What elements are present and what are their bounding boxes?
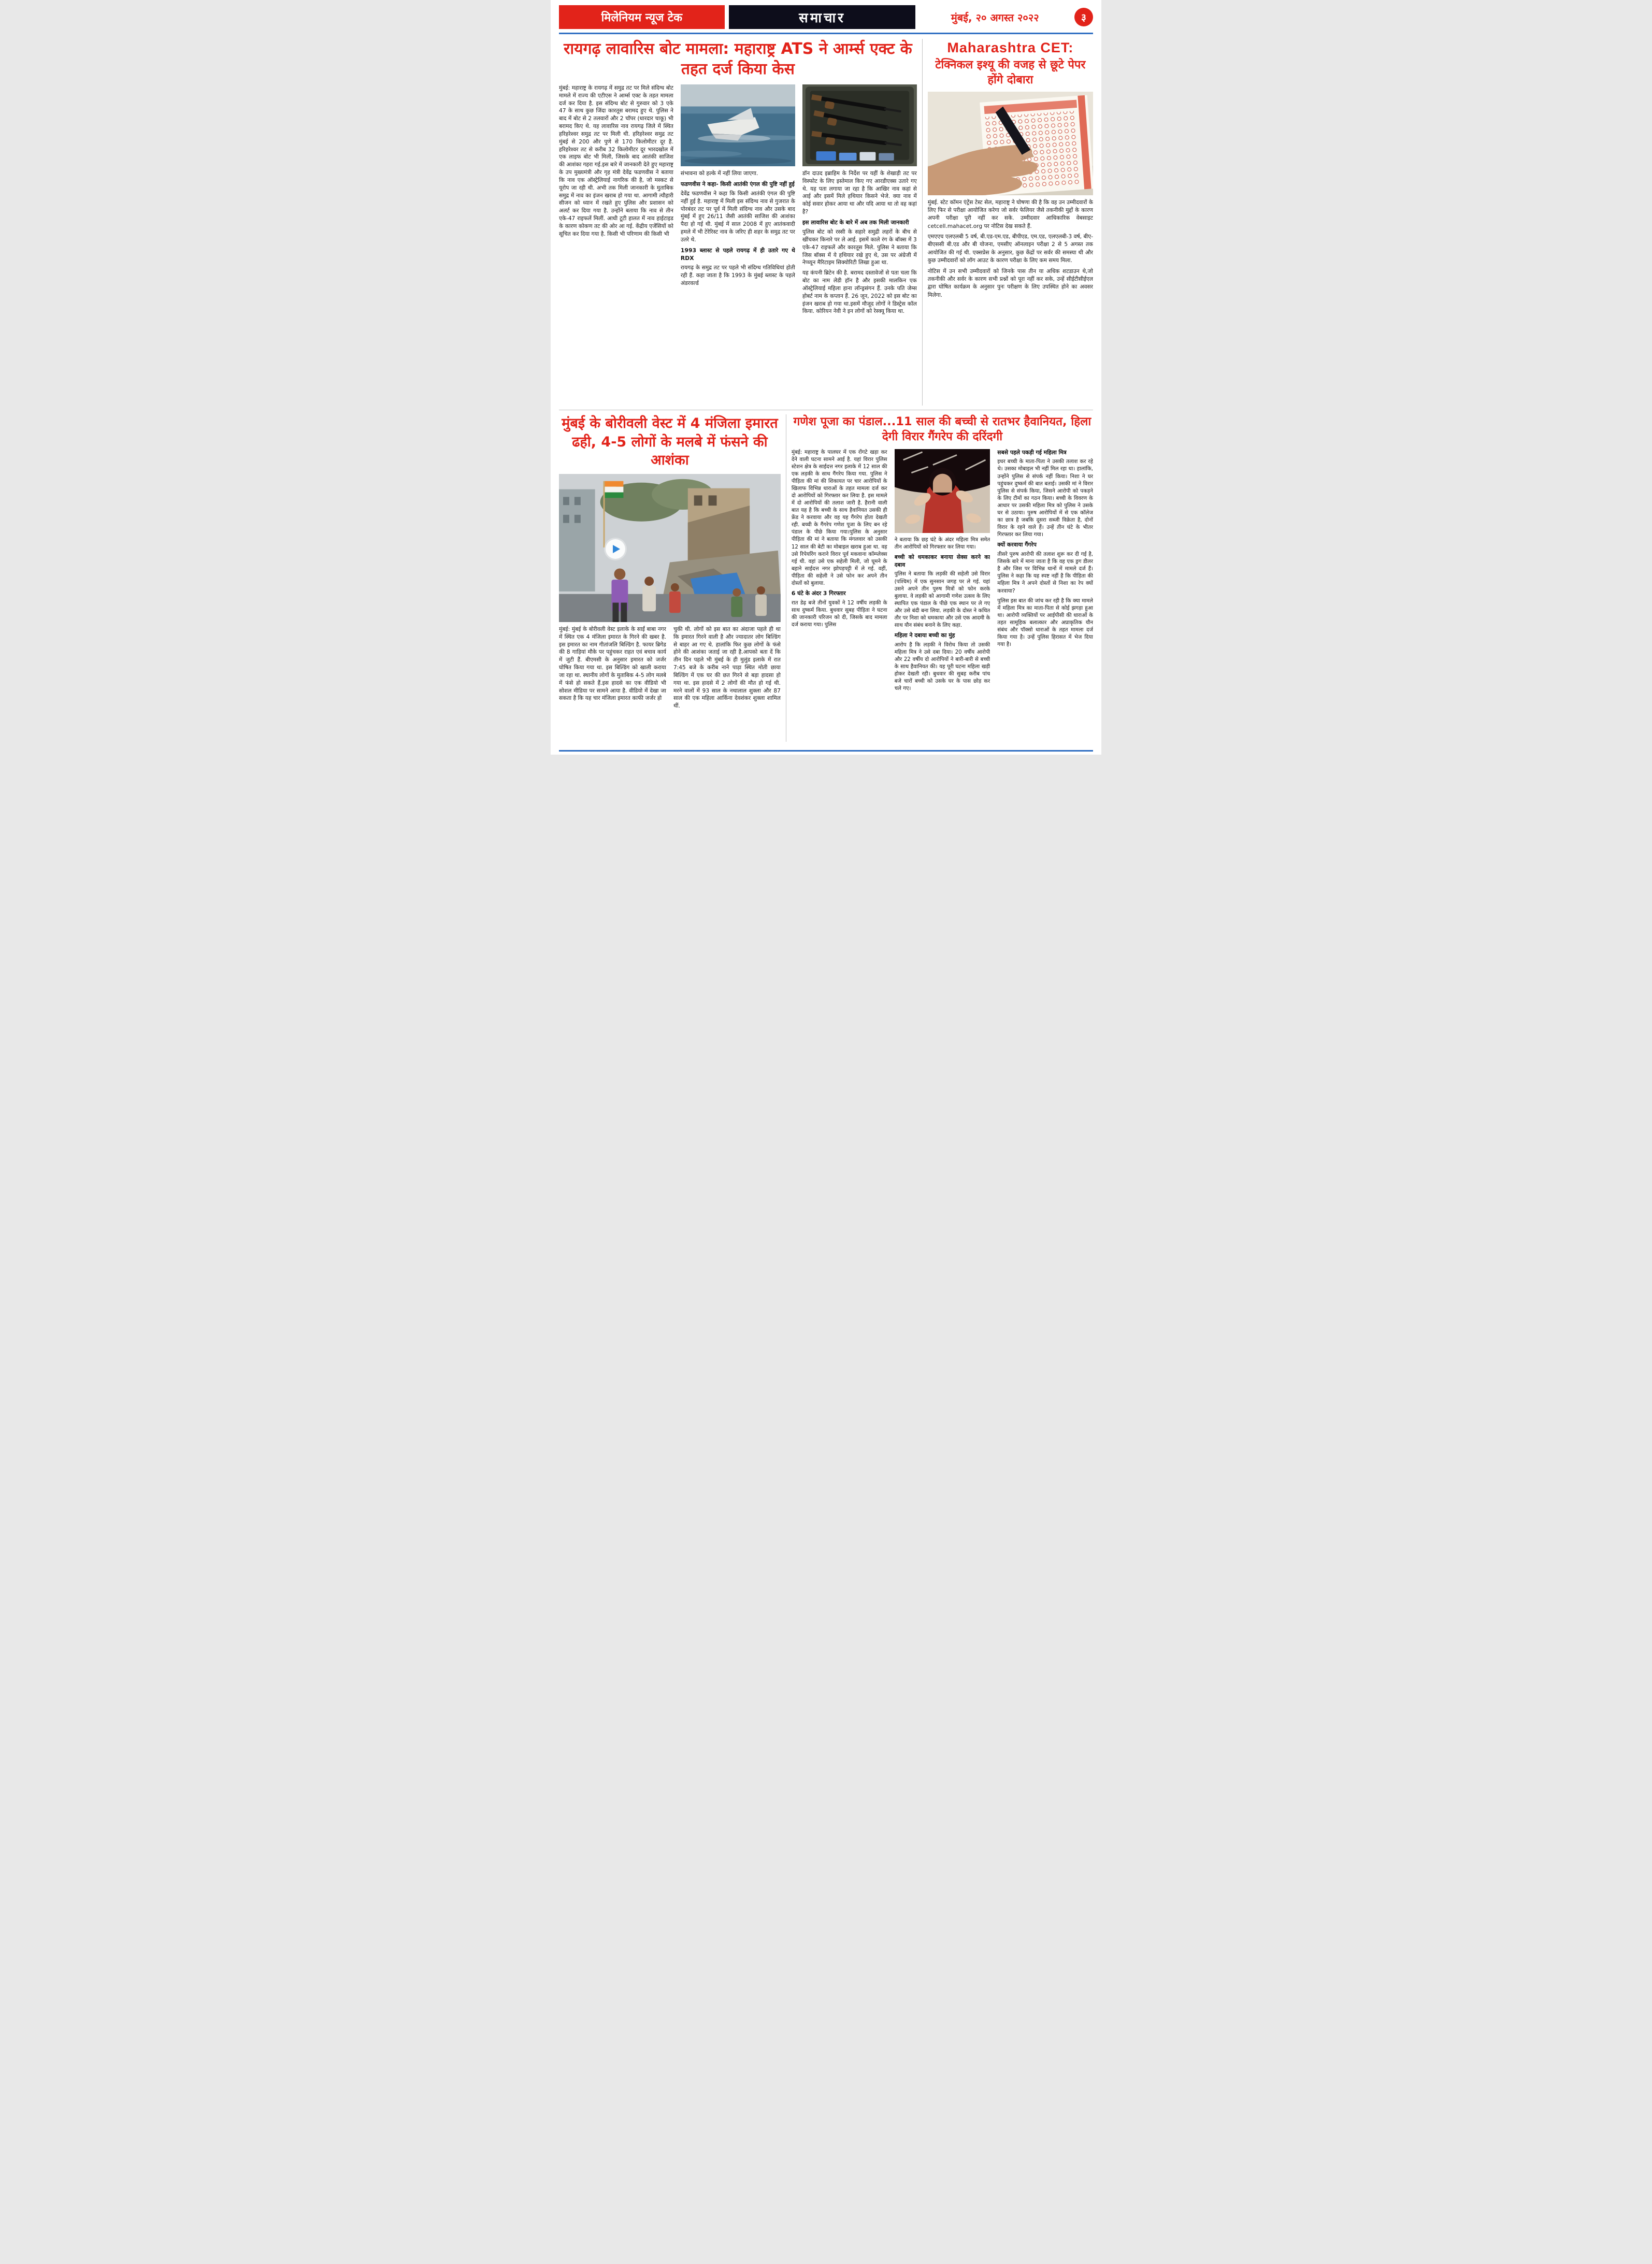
cet-article-body [928, 199, 1093, 302]
article-paragraph: नोटिस में उन सभी उम्मीदवारों को जिनके पास तीन या अधिक शटडाउन थे,जो तकनीकी और सर्वर के कारण सभी प्रश्नों को पूरा नहीं कर सके, उन्हें सीईटीसीईएल द्वारा घोषित कार्यक्रम के अनुसार पुनः परीक्षण के लिए उपस्थित होने का अवसर मिलेगा. [927, 268, 1093, 298]
article-paragraph: मुंबई: मुंबई के बोरीवली वेस्ट इलाके के साईं बाबा नगर में स्थित एक 4 मंजिला इमारत के गिरने की खबर है. इस इमारत का नाम गीतांजलि बिल्डिंग है. फायर ब्रिगेड की 8 गाड़ियां मौके पर पहुंचकर राहत एवं बचाव कार्य में जुटी हैं. बीएमसी के अनुसार इमारत को जर्जर घोषित किया गया था. इस बिल्डिंग को खाली कराया जा रहा था. स्थानीय लोगों के मुताबिक 4-5 लोग मलबे में फंसे हो सकते हैं.इस हादसे का एक वीडियो भी सोशल मीडिया पर सामने आया है. वीडियो में देखा जा सकता है कि यह चार मंजिला इमारत काफी जर्जर हो [559, 626, 666, 702]
building-column-1 [559, 626, 666, 742]
video-play-button[interactable] [606, 539, 625, 559]
boat-column-3-text [802, 170, 917, 315]
article-subhead: इस लावारिस बोट के बारे में अब तक मिली जानकारी [802, 219, 909, 226]
crime-illustration [895, 449, 990, 533]
article-subhead: फडणवीस ने कहा- किसी आतंकी एंगल की पुष्टि नहीं हुई [680, 180, 795, 188]
seized-weapons-photo [802, 84, 917, 166]
article-maharashtra-cet [928, 39, 1093, 406]
article-subhead: बच्ची को धमकाकर बनाया सेक्स करने का दबाव [894, 553, 990, 568]
dateline: मुंबई, २० अगस्त २०२२ [951, 11, 1039, 24]
article-paragraph: आरोप है कि लड़की ने विरोध किया तो उसकी महिला मित्र ने उसे दबा दिया। 20 वर्षीय आरोपी और 22 वर्षीय दो आरोपियों ने बारी-बारी से बच्ची के साथ हैवानियत की। यह पूरी घटना महिला खड़ी होकर देखती रही। बुधवार की सुबह करीब पांच बजे चारों बच्ची को उसके घर के पास छोड़ कर चले गए। [894, 642, 990, 692]
article-paragraph: पुलिस बोट को रस्सी के सहारे समुद्री लहरों के बीच से खींचकर किनारे पर ले आई. इसमें काले रंग के बॉक्स में 3 एके-47 राइफलें और कारतूस मिले. पुलिस ने बताया कि जिस बॉक्स में ये हथियार रखे हुए थे, उस पर अंग्रेजी में नेप्च्यून मैरिटाइम सिक्योरिटी लिखा हुआ था. [802, 229, 917, 266]
newspaper-page [551, 0, 1101, 755]
omr-sheet-photo [928, 92, 1093, 195]
article-paragraph: यह कंपनी ब्रिटेन की है. बरामद दस्तावेजों से पता चला कि बोट का नाम लेडी हॉन है और इसकी मालकिन एक ऑस्ट्रेलियाई महिला हाना लॉन्ड्रसंगन हैं. उनके पति जेम्स होबर्ट नाम के कप्तान हैं. 26 जून, 2022 को इस बोट का इंजन खराब हो गया था.इसमें मौजूद लोगों ने डिस्ट्रेस कॉल किया. कोरियन नेवी ने इन लोगों को रेस्क्यू किया था. [802, 270, 917, 315]
boat-article-columns [559, 84, 917, 406]
crime-column-2 [895, 449, 990, 742]
article-paragraph: पुलिस इस बात की जांच कर रही है कि क्या मामले में महिला मित्र का माता-पिता से कोई झगड़ा हुआ था। आरोपी व्यक्तियों पर आईपीसी की धाराओं के तहत सामूहिक बलात्कार और अप्राकृतिक यौन संबंध और पॉक्सो धाराओं के तहत मामला दर्ज किया गया है। उन्हें पुलिस हिरासत में भेज दिया गया है। [997, 598, 1093, 648]
article-paragraph: रात डेढ़ बजे तीनों युवकों ने 12 वर्षीय लड़की के साथ दुष्कर्म किया. बुधवार सुबह पीड़िता ने घटना की जानकारी परिजन को दी, जिसके बाद मामला दर्ज कराया गया। पुलिस [791, 600, 887, 628]
boat-column-1 [559, 84, 673, 406]
section-box [729, 5, 916, 29]
article-subhead: क्यों करवाया गैंगरेप [997, 541, 1037, 549]
page-number-badge: ३ [1074, 8, 1093, 26]
article-paragraph: इधर बच्ची के माता-पिता ने उसकी तलाश कर रहे थे। उसका मोबाइल भी नहीं मिल रहा था। हालांकि, उन्होंने पुलिस से संपर्क नहीं किया। निशा ने घर पहुंचकर दुष्कर्म की बात बताई। उसकी मां ने विरार पुलिस से संपर्क किया, जिसने आरोपी को पकड़ने के लिए टीमों का गठन किया। बच्ची के विवरण के आधार पर उसकी महिला मित्र को पुलिस ने उसके घर से उठाया। पुरुष आरोपियों में से एक कॉलेज का छात्र है जबकि दूसरा सब्जी विक्रेता है, दोनों विरार के रहने वाले हैं। उन्हें तीन घंटे के भीतर गिरफ्तार कर लिया गया। [997, 459, 1093, 538]
omr-sheet-graphic [928, 92, 1093, 195]
article-paragraph: देवेंद्र फडणवीस ने कहा कि किसी आतंकी एंगल की पुष्टि नहीं हुई है. महाराष्ट्र में मिली इस संदिग्ध नाव से गुजरात के पोरबंदर तट पर पूर्व में मिली संदिग्ध नाव और उसके बाद मुंबई में हुए 26/11 जैसी आतंकी साजिश की आशंका पैदा हो गई थी. मुंबई में साल 2008 में हुए आतंकवादी हमले में भी टेरेरिस्ट नाव के जरिए ही शहर के समुद्र तट पर उतरे थे. [680, 190, 795, 243]
article-subhead: 6 घंटे के अंदर 3 गिरफ्तार [791, 589, 846, 597]
seized-weapons-graphic [802, 84, 917, 166]
article-raigad-boat [559, 39, 917, 406]
brand-box [559, 5, 725, 29]
article-paragraph: रायगढ़ के समुद्र तट पर पहले भी संदिग्ध गतिविधियां होती रही हैं. कहा जाता है कि 1993 के मुंबई ब्लास्ट के पहले अंडरवर्ल्ड [680, 264, 795, 286]
bottom-section [559, 414, 1093, 742]
article-paragraph: चुकी थी. लोगों को इस बात का अंदाजा पहले ही था कि इमारत गिरने वाली है और ज्यादातर लोग बिल्डिंग से बाहर आ गए थे. हालांकि फिर कुछ लोगों के फंसे होने की आशंका जताई जा रही है.आपको बता दें कि तीन दिन पहले भी मुंबई के ही मुलुंड इलाके में रात 7:45 बजे के करीब नाने पाड़ा स्थित मोती छाया बिल्डिंग में एक घर की छत गिरने से बड़ा हादसा हो गया था. इस हादसे में 2 लोगों की मौत हो गई थी. मरने वालों में 93 साल के नथालाल शुक्ला और 87 साल की एक महिला आर्किना देवशंकर शुक्ला शामिल थीं. [673, 626, 781, 710]
article-subhead: सबसे पहले पकड़ी गई महिला मित्र [997, 449, 1067, 456]
building-collapse-video-still [559, 474, 781, 622]
building-column-2 [673, 626, 781, 742]
boat-column-3 [802, 84, 917, 406]
cet-headline-english: Maharashtra CET: [947, 40, 1074, 55]
article-paragraph: मुंबई: महाराष्ट्र के रायगढ़ में समुद्र तट पर मिले संदिग्ध बोट मामले में राज्य की एटीएस ने आर्म्स एक्ट के तहत मामला दर्ज कर दिया है. इस संदिग्ध बोट से गुरुवार को 3 एके 47 के साथ कुछ जिंदा कारतूस बरामद हुए थे. पुलिस ने बाद में बोट से 2 तलवारों और 2 चॉपर (धारदार चाकू) भी बरामद किए थे. यह लावारिस नाव रायगढ़ जिले में स्थित हरिहरेश्वर समुद्र तट पर मिली थी. हरिहरेश्वर समुद्र तट मुंबई से 200 और पुणे से 170 किलोमीटर दूर है. हरिहरेश्वर तट से करीब 32 किलोमीटर दूर भारदखोल में एक लाइफ बोट भी मिली, जिसके बाद आतंकी साजिश की आशंका गहरा गई.इस बारे में जानकारी देते हुए महाराष्ट्र के उप मुख्यमंत्री और गृह मंत्री देवेंद्र फडणवीस ने बताया कि नाव एक ऑस्ट्रेलियाई नागरिक की है, जो मस्कट से यूरोप जा रही थी. अभी तक मिली जानकारी के मुताबिक समुद्र में नाव का इंजन खराब हो गया था. आगामी त्यौहारी सीजन को ध्यान में रखते हुए पुलिस और प्रशासन को अलर्ट कर दिया गया है. उन्होंने बताया कि नाव से तीन एके-47 राइफलें मिलीं. आधी टूटी हालत में नाव हाईटाइड के कारण कोकण तट की ओर आ गई. केंद्रीय एजेंसियों को सूचित कर दिया गया है. किसी भी परिणाम की किसी भी [559, 85, 673, 237]
article-paragraph: डॉन दाउद इब्राहिम के निर्देश पर यहीं के शेखाड़ी तट पर विस्फोट के लिए इस्तेमाल किए गए आरडीएक्स उतारे गए थे. यह पता लगाया जा रहा है कि आखिर नाव कहां से आई और इसमें मिले हथियार किसने भेजे. क्या नाव में कोई सवार होकर आया था और यदि आया था तो वह कहां है? [802, 170, 917, 215]
section-title: समाचार [799, 10, 845, 26]
brand-title: मिलेनियम न्यूज टेक [601, 11, 683, 24]
article-paragraph: मुंबई. स्टेट कॉमन एंट्रेंस टेस्ट सेल, महाराष्ट्र ने घोषणा की है कि वह उन उम्मीदवारों के लिए फिर से परीक्षा आयोजित करेगा जो सर्वर फेलियर जैसे तकनीकी मुद्दों के कारण अपनी परीक्षा पूरी नहीं कर सके. उम्मीदवार आधिकारिक वेबसाइट cetcell.mahacet.org पर नोटिस देख सकते हैं. [927, 199, 1093, 229]
crime-column-1 [792, 449, 887, 742]
crime-article-columns [792, 449, 1093, 742]
top-vertical-divider [922, 39, 923, 406]
crime-column-3 [997, 449, 1093, 742]
article-paragraph: मुंबई: महाराष्ट्र के पालघर में एक रोंगटे खड़ा कर देने वाली घटना सामने आई है. यहां विरार पुलिस स्टेशन क्षेत्र के साईदत्त नगर इलाके में 12 साल की एक लड़की के साथ गैंगरेप किया गया. पुलिस ने पीड़िता की मां की शिकायत पर चार आरोपियों के खिलाफ विभिन्न धाराओं के तहत मामला दर्ज कर दो आरोपियों को गिरफ्तार कर लिया है. इस मामले में दो आरोपियों की तलाश जारी है. हैरानी वाली बात यह है कि बच्ची के साथ हैवानियत उसकी ही फ्रेंड ने करवाया और वह यह गैंगरेप होता देखती रही. बच्ची के गैंगरेप गणेश पूजा के लिए बन रहे पंडाल के पीछे किया गया।पुलिस के अनुसार पीड़िता की मां ने बताया कि मंगलवार को उसकी 12 साल की बेटी का मोबाइल खराब हुआ था. वह उसे रिपेयरिंग कराने विरार पूर्व मकवाना कॉम्प्लेक्स गई थी. वहां उसे एक सहेली मिली, जो घूमने के बहाने साईदत्त नगर झोपड़पट्टी में ले गई. वहीं, पीड़िता की सहेली ने उसे फोन कर अपने तीन दोस्तों को बुलाया. [791, 449, 887, 586]
capsized-boat-graphic [681, 84, 795, 166]
article-paragraph: तीसरे पुरुष आरोपी की तलाश शुरू कर दी गई है, जिसके बारे में माना जाता है कि वह एक ड्रग डीलर है और जिस पर विभिन्न थानों में मामले दर्ज हैं। पुलिस ने कहा कि यह स्पष्ट नहीं है कि पीड़िता की महिला मित्र ने अपने दोस्तों से निशा का रेप क्यों करवाया? [997, 552, 1093, 594]
boat-column-2 [681, 84, 795, 406]
article-paragraph: ने बताया कि छह घंटे के अंदर महिला मित्र समेत तीन आरोपियों को गिरफ्तार कर लिया गया। [894, 537, 990, 550]
boat-article-headline: रायगढ़ लावारिस बोट मामला: महाराष्ट्र ATS ने आर्म्स एक्ट के तहत दर्ज किया केस [564, 40, 912, 78]
crime-illustration-graphic [895, 449, 990, 533]
masthead [559, 5, 1093, 29]
top-section [559, 39, 1093, 406]
building-article-headline: मुंबई के बोरीवली वेस्ट में 4 मंजिला इमारत ढही, 4-5 लोगों के मलबे में फंसने की आशंका [562, 415, 778, 469]
article-borivali-building-collapse [559, 414, 781, 742]
cet-headline-hindi: टेक्निकल इश्यू की वजह से छूटे पेपर होंगे दोबारा [935, 58, 1086, 86]
building-collapse-graphic [559, 474, 781, 622]
masthead-rule [559, 33, 1093, 34]
article-virar-gangrape [792, 414, 1093, 742]
article-paragraph: संभावना को हल्के में नहीं लिया जाएगा. [680, 170, 758, 177]
capsized-boat-photo [681, 84, 795, 166]
article-subhead: 1993 ब्लास्ट से पहले रायगढ़ में ही उतारे गए थे RDX [680, 247, 795, 262]
building-article-columns [559, 626, 781, 742]
article-paragraph: पुलिस ने बताया कि लड़की की सहेली उसे विरार (पश्चिम) में एक सुनसान जगह पर ले गई. यहां उसने अपने तीन पुरुष मित्रों को फोन करके बुलाया. वे लड़की को आगामी गणेश उत्सव के लिए स्थापित एक पंडाल के पीछे एक स्थान पर ले गए और उसे बंदी बना लिया. लड़की के दोस्त ने कथित तौर पर निशा को धमकाया और उसे एक आदमी के साथ यौन संबंध बनाने के लिए कहा. [894, 571, 990, 628]
article-paragraph: एमएएच एलएलबी 5 वर्ष, बी.एड-एम.एड, बीपीएड, एम.एड, एलएलबी-3 वर्ष, बीए-बीएससी बी.एड और बी योजना, एमसीए ऑनलाइन परीक्षा 2 से 5 अगस्त तक आयोजित की गई थी. एक्सप्रेस के अनुसार, कुछ केंद्रों पर सर्वर की समस्या थी और कुछ उम्मीदवारों को लॉग आउट के कारण परीक्षा के लिए कम समय मिला. [927, 234, 1093, 264]
crime-column-2-text [895, 537, 990, 693]
crime-article-headline: गणेश पूजा का पंडाल...11 साल की बच्ची से रातभर हैवानियत, हिला देगी विरार गैंगरेप की दरिंदगी [793, 415, 1091, 444]
cet-article-headline [928, 39, 1093, 88]
article-subhead: महिला ने दबाया बच्ची का मुंह [894, 632, 955, 639]
footer-rule [559, 750, 1093, 752]
boat-column-2-text [681, 170, 795, 287]
